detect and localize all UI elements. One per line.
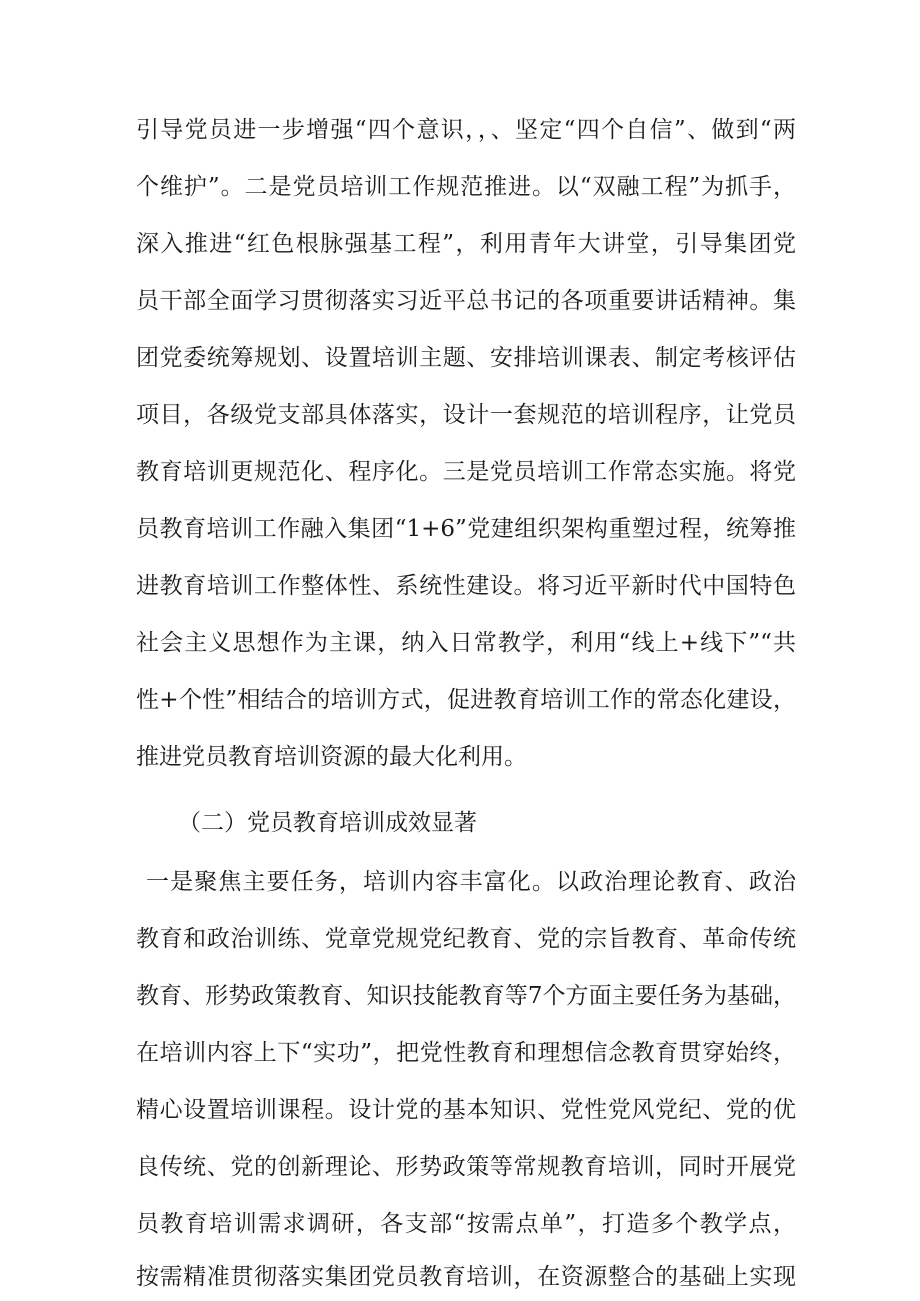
paragraph-2-line-7: 员教育培训需求调研，各支部“按需点单”，打造多个教学点， (136, 1211, 796, 1237)
paragraph-2-line-2: 教育和政治训练、党章党规党纪教育、党的宗旨教育、革命传统 (136, 926, 796, 952)
paragraph-1-line-6: 项目，各级党支部具体落实，设计一套规范的培训程序，让党员 (136, 402, 796, 428)
paragraph-1-line-7: 教育培训更规范化、程序化。三是党员培训工作常态实施。将党 (136, 459, 796, 485)
paragraph-2-line-4: 在培训内容上下“实功”，把党性教育和理想信念教育贯穿始终， (136, 1040, 796, 1066)
paragraph-1-line-12: 推进党员教育培训资源的最大化利用。 (136, 744, 527, 770)
paragraph-2-line-1: 一是聚焦主要任务，培训内容丰富化。以政治理论教育、政治 (146, 869, 796, 895)
paragraph-1-line-5: 团党委统筹规划、设置培训主题、安排培训课表、制定考核评估 (136, 345, 796, 371)
paragraph-1-line-2: 个维护”。二是党员培训工作规范推进。以“双融工程”为抓手， (136, 174, 796, 200)
paragraph-1-line-3: 深入推进“红色根脉强基工程”，利用青年大讲堂，引导集团党 (136, 231, 796, 257)
paragraph-2-line-3: 教育、形势政策教育、知识技能教育等7个方面主要任务为基础， (136, 983, 796, 1009)
paragraph-1-line-8: 员教育培训工作融入集团“1+6”党建组织架构重塑过程，统筹推 (136, 516, 796, 542)
paragraph-1-line-1: 引导党员进一步增强“四个意识，，、坚定“四个自信”、做到“两 (136, 117, 796, 143)
paragraph-1-line-11: 性+个性”相结合的培训方式，促进教育培训工作的常态化建设， (136, 687, 796, 713)
paragraph-2-line-5: 精心设置培训课程。设计党的基本知识、党性党风党纪、党的优 (136, 1097, 796, 1123)
paragraph-1-line-10: 社会主义思想作为主课，纳入日常教学，利用“线上+线下”“共 (136, 630, 796, 656)
paragraph-2-line-6: 良传统、党的创新理论、形势政策等常规教育培训，同时开展党 (136, 1154, 796, 1180)
paragraph-1-line-4: 员干部全面学习贯彻落实习近平总书记的各项重要讲话精神。集 (136, 288, 796, 314)
paragraph-1-line-9: 进教育培训工作整体性、系统性建设。将习近平新时代中国特色 (136, 573, 796, 599)
section-heading: （二）党员教育培训成效显著 (178, 810, 477, 836)
paragraph-2-line-8: 按需精准贯彻落实集团党员教育培训，在资源整合的基础上实现 (136, 1264, 796, 1290)
